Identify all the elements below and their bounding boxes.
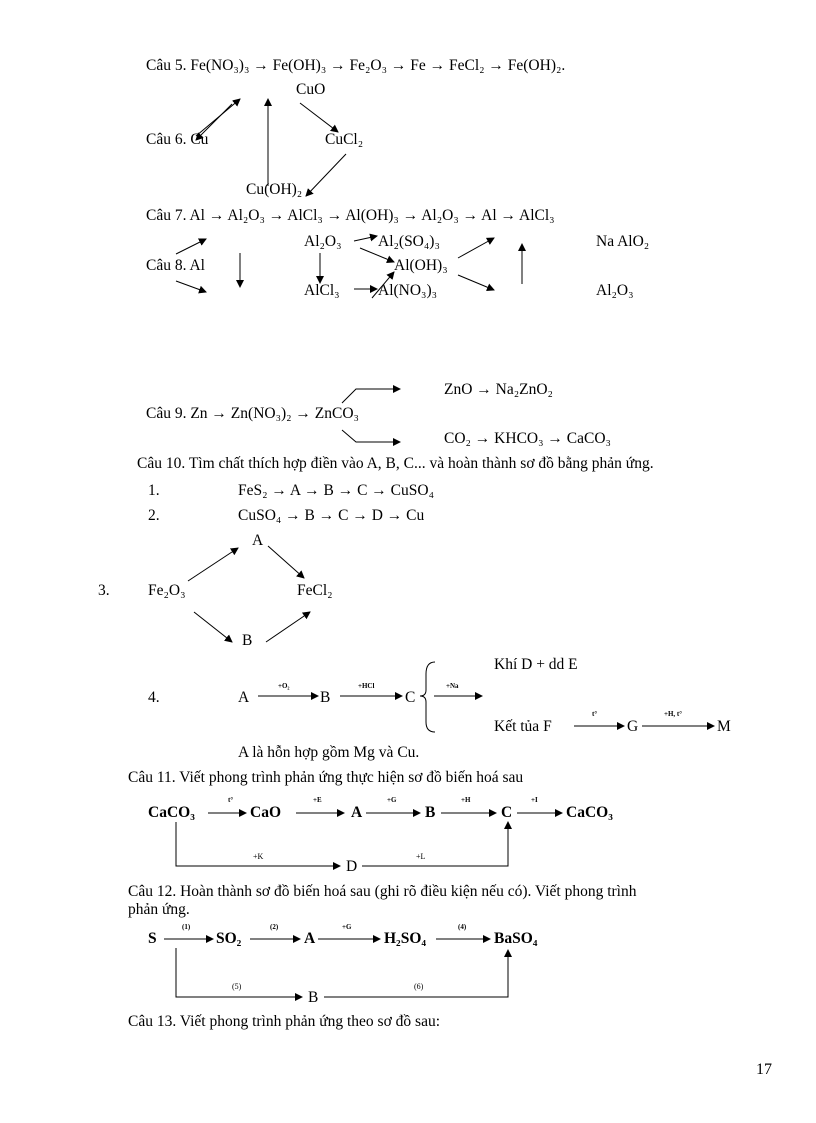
q10-n2: 2. bbox=[148, 507, 160, 524]
arrow bbox=[176, 281, 206, 292]
q11-a: A bbox=[351, 804, 363, 821]
q10-4-kettua: Kết tủa F bbox=[494, 718, 552, 735]
arrow bbox=[194, 612, 232, 642]
q10-note: A là hỗn hợp gồm Mg và Cu. bbox=[238, 744, 420, 761]
q11-cao: CaO bbox=[250, 804, 281, 821]
question-5: Câu 5. Fe(NO₃)₃ → Fe(OH)₃ → Fe₂O₃ → Fe → FeCl₂ → Fe(OH)₂. bbox=[146, 57, 566, 74]
arrow bbox=[458, 275, 494, 290]
q10-scheme-2: CuSO₄ → B → C → D → Cu bbox=[238, 507, 425, 524]
q11-r-k: +K bbox=[253, 852, 264, 861]
q10-4-r3: +Na bbox=[446, 682, 459, 690]
q12-r4: (4) bbox=[458, 923, 467, 931]
arrow bbox=[354, 236, 377, 241]
q12-rg: +G bbox=[342, 923, 352, 931]
q12-a: A bbox=[304, 930, 316, 947]
q10-scheme-1: FeS₂ → A → B → C → CuSO₄ bbox=[238, 482, 434, 499]
arrow bbox=[342, 389, 400, 403]
q11-caco3: CaCO₃ bbox=[148, 804, 195, 821]
q8-al2o3: Al₂O₃ bbox=[304, 233, 342, 250]
q10-title: Câu 10. Tìm chất thích hợp điền vào A, B, C... và hoàn thành sơ đồ bằng phản ứng. bbox=[137, 455, 654, 472]
q10-4-rt: t° bbox=[592, 710, 598, 718]
q10-3-b: B bbox=[242, 632, 253, 649]
q6-cuoh2: Cu(OH)₂ bbox=[246, 181, 303, 198]
q10-4-khi: Khí D + dd E bbox=[494, 656, 578, 673]
q12-r6: (6) bbox=[414, 982, 424, 991]
q12-baso4: BaSO₄ bbox=[494, 930, 538, 947]
arrow bbox=[266, 612, 310, 642]
arrow bbox=[300, 103, 338, 132]
q11-r-g: +G bbox=[387, 796, 397, 804]
q8-label: Câu 8. Al bbox=[146, 257, 205, 274]
branch-brace bbox=[420, 662, 435, 732]
q13-title: Câu 13. Viết phong trình phản ứng theo sơ đồ sau: bbox=[128, 1013, 441, 1030]
q8-aloh3: Al(OH)₃ bbox=[394, 257, 448, 274]
arrow bbox=[360, 248, 394, 262]
q10-4-m: M bbox=[717, 718, 731, 735]
q8-al2so4: Al₂(SO₄)₃ bbox=[378, 233, 440, 250]
q12-b: B bbox=[308, 989, 319, 1006]
arrow bbox=[342, 430, 400, 442]
q12-title-2: phản ứng. bbox=[128, 901, 190, 918]
arrow bbox=[176, 239, 206, 254]
arrow bbox=[458, 238, 494, 258]
q12-h2so4: H₂SO₄ bbox=[384, 930, 427, 947]
q10-4-r1: +O₂ bbox=[278, 682, 290, 690]
question-7: Câu 7. Al → Al₂O₃ → AlCl₃ → Al(OH)₃ → Al₂O₃ → Al → AlCl₃ bbox=[146, 207, 555, 224]
q10-4-g: G bbox=[627, 718, 639, 735]
q10-n3: 3. bbox=[98, 582, 110, 599]
q10-4-rh: +H, t° bbox=[664, 710, 683, 718]
q12-r2: (2) bbox=[270, 923, 279, 931]
arrow bbox=[362, 822, 508, 866]
q12-so2: SO₂ bbox=[216, 930, 242, 947]
arrow bbox=[188, 548, 238, 581]
q9-label: Câu 9. Zn → Zn(NO₃)₂ → ZnCO₃ bbox=[146, 405, 359, 422]
q11-d: D bbox=[346, 858, 358, 875]
q10-4-r2: +HCl bbox=[358, 682, 375, 690]
q11-title: Câu 11. Viết phong trình phản ứng thực hiện sơ đồ biến hoá sau bbox=[128, 769, 524, 786]
q11-r-l: +L bbox=[416, 852, 426, 861]
q9-bottom-branch: CO₂ → KHCO₃ → CaCO₃ bbox=[444, 430, 611, 447]
q9-top-branch: ZnO → Na₂ZnO₂ bbox=[444, 381, 553, 398]
q11-caco3-b: CaCO₃ bbox=[566, 804, 613, 821]
arrow bbox=[268, 546, 304, 578]
q8-alno3: Al(NO₃)₃ bbox=[378, 282, 438, 299]
q10-3-fecl2: FeCl₂ bbox=[297, 582, 333, 599]
q10-n4: 4. bbox=[148, 689, 160, 706]
q11-r-e: +E bbox=[313, 796, 322, 804]
q6-cuo: CuO bbox=[296, 81, 326, 98]
q8-alcl3: AlCl₃ bbox=[304, 282, 340, 299]
q11-r-i: +I bbox=[531, 796, 538, 804]
q12-r5: (5) bbox=[232, 982, 242, 991]
q8-naalo2: Na AlO₂ bbox=[596, 233, 650, 250]
q10-3-fe2o3: Fe₂O₃ bbox=[148, 582, 186, 599]
q6-label: Câu 6. Cu bbox=[146, 131, 209, 148]
q11-b: B bbox=[425, 804, 436, 821]
page-number: 17 bbox=[756, 1061, 772, 1078]
q12-title-1: Câu 12. Hoàn thành sơ đồ biến hoá sau (ghi rõ điều kiện nếu có). Viết phong trình bbox=[128, 883, 637, 900]
q11-r-t: t° bbox=[228, 796, 234, 804]
q10-4-a: A bbox=[238, 689, 250, 706]
q10-n1: 1. bbox=[148, 482, 160, 499]
q10-4-c: C bbox=[405, 689, 416, 706]
q12-r1: (1) bbox=[182, 923, 191, 931]
q6-cucl2: CuCl₂ bbox=[325, 131, 364, 148]
q11-r-h: +H bbox=[461, 796, 471, 804]
q12-s: S bbox=[148, 930, 157, 947]
q10-3-a: A bbox=[252, 532, 264, 549]
arrow bbox=[306, 154, 346, 196]
q8-al2o3-b: Al₂O₃ bbox=[596, 282, 634, 299]
q11-c: C bbox=[501, 804, 513, 821]
q10-4-b: B bbox=[320, 689, 331, 706]
